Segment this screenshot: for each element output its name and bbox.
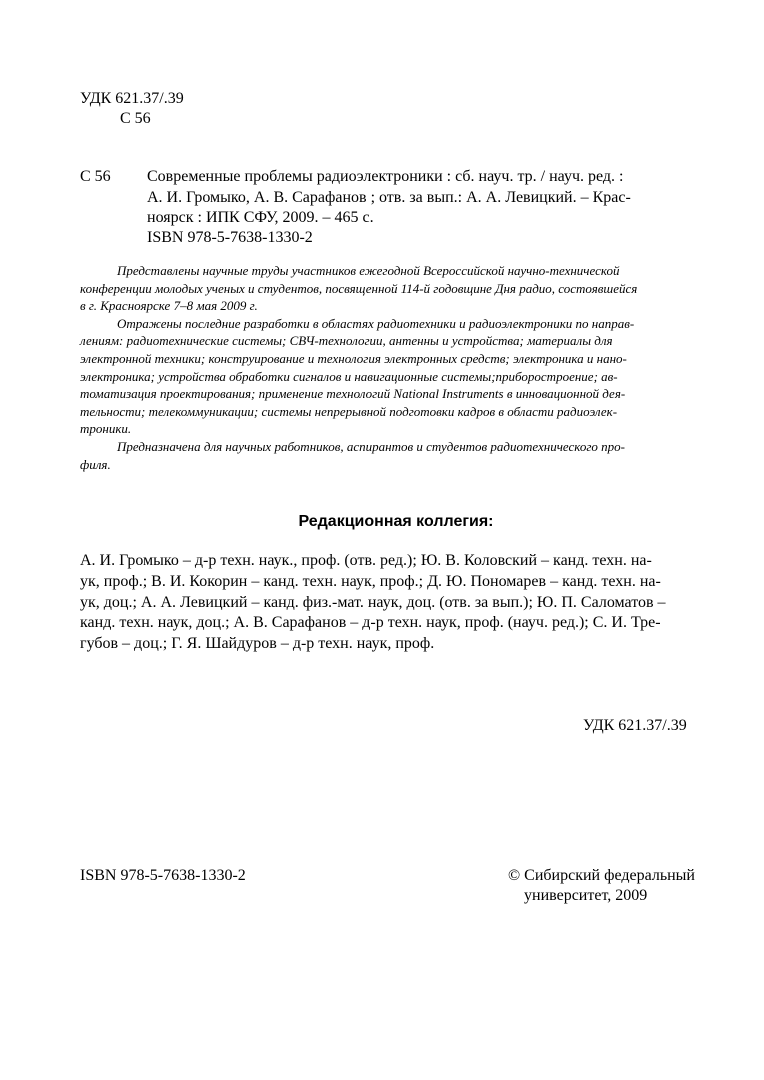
author-mark: С 56	[80, 168, 111, 185]
annotation-line: тельности; телекоммуникации; системы непрерывной подготовки кадров в области радиоэлек-	[80, 403, 618, 419]
udk-code-bottom: УДК 621.37/.39	[583, 717, 687, 734]
copyright-line: университет, 2009	[524, 887, 648, 904]
biblio-line: ноярск : ИПК СФУ, 2009. – 465 с.	[147, 209, 374, 226]
board-line: ук, проф.; В. И. Кокорин – канд. техн. наук, проф.; Д. Ю. Пономарев – канд. техн. на-	[80, 572, 661, 590]
udk-code-top: УДК 621.37/.39	[80, 90, 184, 107]
board-line: А. И. Громыко – д-р техн. наук., проф. (отв. ред.); Ю. В. Коловский – канд. техн. на-	[80, 552, 652, 569]
annotation-paragraph	[80, 315, 685, 438]
annotation-line: электронной техники; конструирование и технология электронных средств; электроника и нано-	[80, 350, 627, 366]
editorial-board-heading-text: Редакционная коллегия:	[298, 513, 494, 530]
isbn-bottom: ISBN 978-5-7638-1330-2	[80, 867, 246, 884]
editorial-board-list	[80, 551, 685, 655]
board-line: губов – доц.; Г. Я. Шайдуров – д-р техн. наук, проф.	[80, 635, 435, 653]
annotation-line: в г. Красноярске 7–8 мая 2009 г.	[80, 298, 258, 314]
annotation-line: томатизация проектирования; применение технологий National Instruments в инновационной дея-	[80, 386, 626, 402]
annotation-line: электроника; устройства обработки сигналов и навигационные системы;приборостроение; ав-	[80, 368, 618, 384]
board-line: ук, доц.; А. А. Левицкий – канд. физ.-мат. наук, доц. (отв. за вып.); Ю. П. Саломатов –	[80, 593, 666, 611]
annotation-line: конференции молодых ученых и студентов, посвященной 114-й годовщине Дня радио, состоявшейся	[80, 280, 638, 296]
board-line: канд. техн. наук, доц.; А. В. Сарафанов – д-р техн. наук, проф. (науч. ред.); С. И. Тре-	[80, 614, 661, 632]
annotation-line: троники.	[80, 421, 132, 437]
annotation	[80, 262, 685, 473]
bibliographic-description	[147, 167, 685, 229]
annotation-line: Предназначена для научных работников, аспирантов и студентов радиотехнического про-	[117, 438, 626, 454]
annotation-line: лениям: радиотехнические системы; СВЧ-технологии, антенны и устройства; материалы для	[80, 333, 613, 349]
author-mark-top: С 56	[120, 110, 151, 127]
annotation-line: филя.	[80, 456, 111, 472]
biblio-line: Современные проблемы радиоэлектроники : сб. науч. тр. / науч. ред. :	[147, 168, 624, 185]
copyright-line: © Сибирский федеральный	[508, 867, 695, 884]
copyright-notice	[508, 866, 695, 906]
isbn-record: ISBN 978-5-7638-1330-2	[147, 229, 313, 246]
annotation-paragraph	[80, 438, 685, 473]
annotation-paragraph	[80, 262, 685, 315]
biblio-line: А. И. Громыко, А. В. Сарафанов ; отв. за вып.: А. А. Левицкий. – Крас-	[147, 188, 631, 206]
annotation-line: Отражены последние разработки в областях радиотехники и радиоэлектроники по направ-	[117, 315, 635, 331]
annotation-line: Представлены научные труды участников ежегодной Всероссийской научно-технической	[117, 263, 620, 278]
editorial-board-heading	[0, 512, 764, 532]
